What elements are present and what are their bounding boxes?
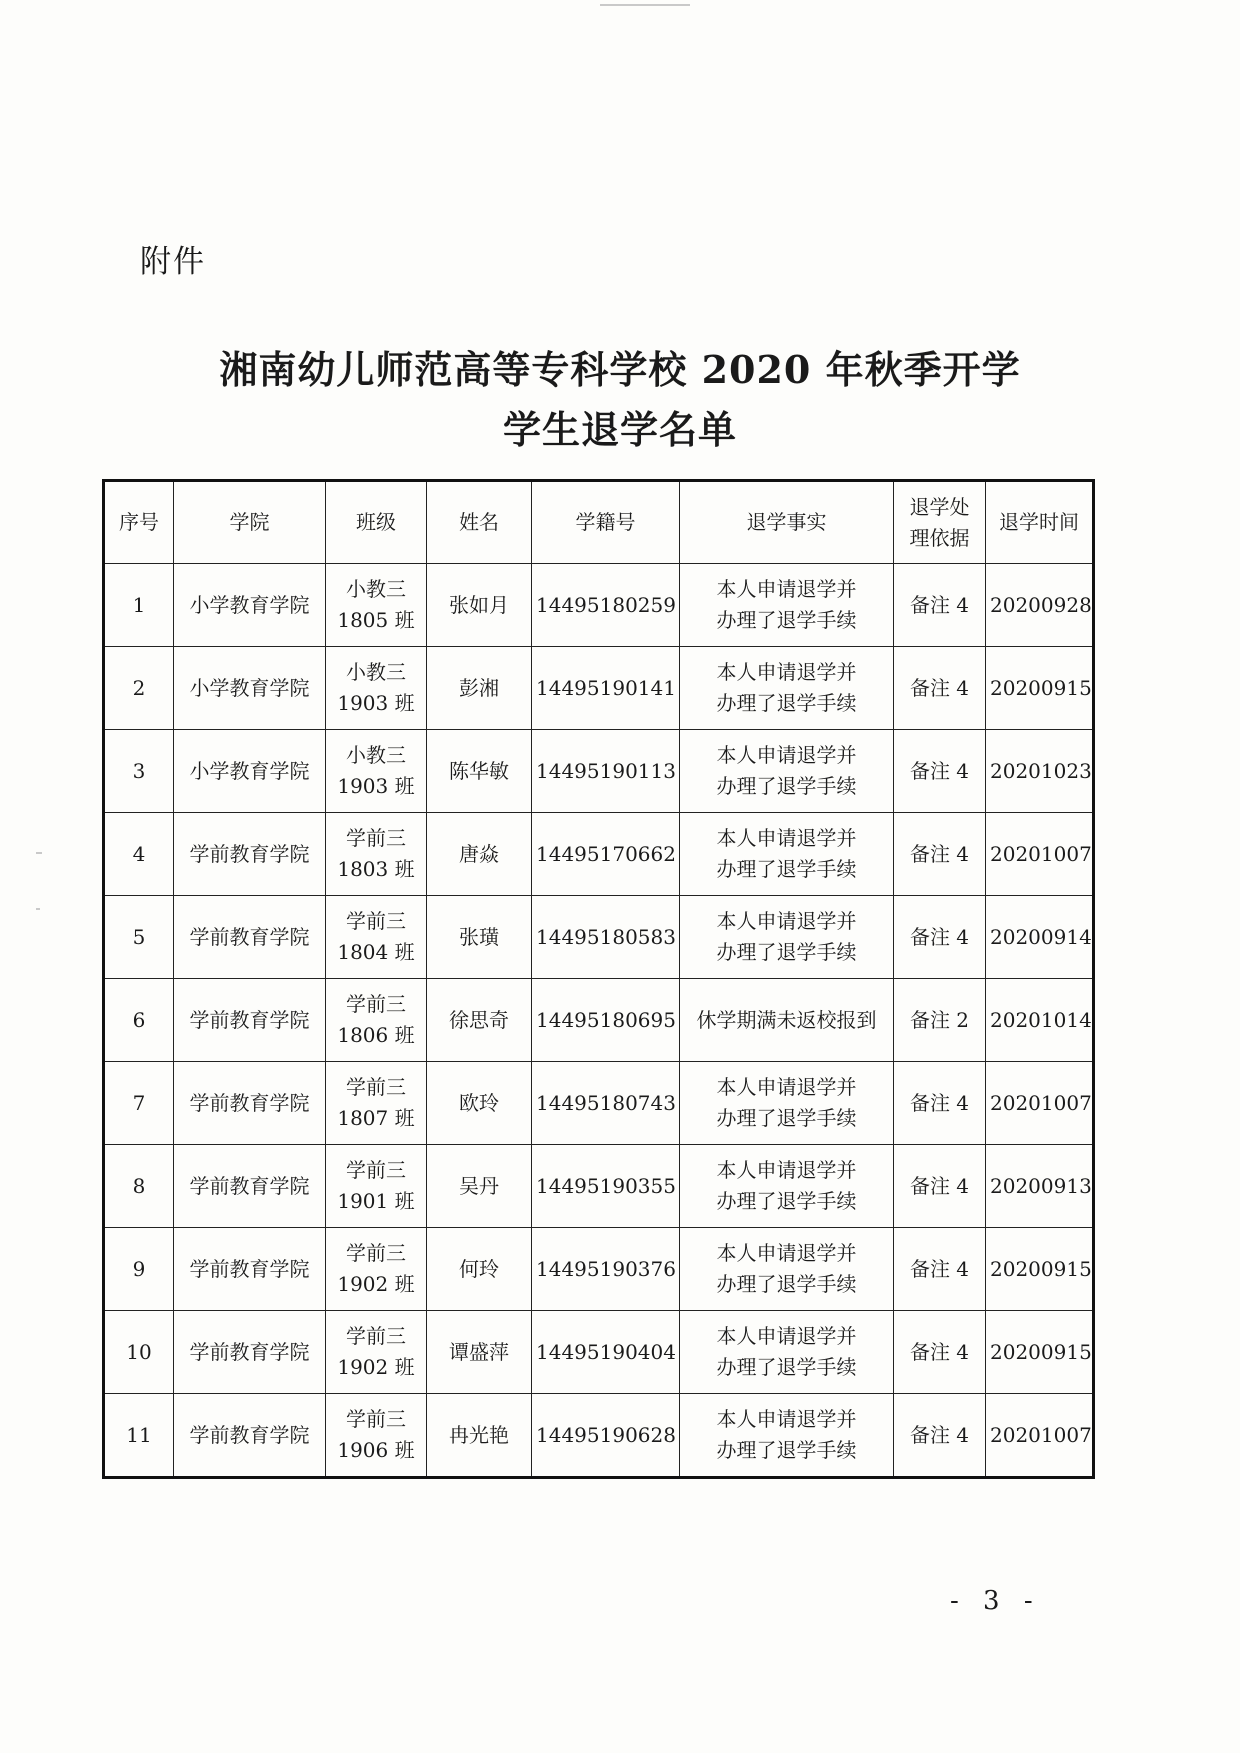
cell-class-line-2: 1807 班 xyxy=(337,1106,415,1130)
cell-fact-line-1: 本人申请退学并 xyxy=(716,909,857,933)
cell-date: 20201023 xyxy=(986,730,1094,813)
cell-class xyxy=(326,979,427,1062)
header-student-id: 学籍号 xyxy=(532,481,680,564)
cell-fact-line-2: 办理了退学手续 xyxy=(716,1272,857,1296)
cell-date: 20201007 xyxy=(986,1394,1094,1478)
cell-index: 4 xyxy=(104,813,174,896)
table-row xyxy=(104,647,1094,730)
cell-student-id: 14495180743 xyxy=(532,1062,680,1145)
cell-fact-line-1: 本人申请退学并 xyxy=(716,826,857,850)
cell-fact xyxy=(680,564,894,647)
cell-fact xyxy=(680,813,894,896)
cell-fact xyxy=(680,647,894,730)
cell-fact-line-1: 本人申请退学并 xyxy=(716,1075,857,1099)
scan-mark-left-1 xyxy=(36,852,42,854)
cell-class-line-2: 1804 班 xyxy=(337,940,415,964)
cell-index: 1 xyxy=(104,564,174,647)
cell-basis: 备注 2 xyxy=(894,979,986,1062)
cell-fact-line-1: 本人申请退学并 xyxy=(716,743,857,767)
cell-date: 20201007 xyxy=(986,813,1094,896)
cell-class-line-1: 小教三 xyxy=(346,660,406,684)
cell-class-line-1: 学前三 xyxy=(346,1407,406,1431)
cell-fact-line-1: 本人申请退学并 xyxy=(716,1324,857,1348)
cell-class xyxy=(326,813,427,896)
cell-basis: 备注 4 xyxy=(894,1145,986,1228)
header-college: 学院 xyxy=(174,481,326,564)
cell-name: 唐焱 xyxy=(427,813,532,896)
cell-class xyxy=(326,1062,427,1145)
cell-index: 10 xyxy=(104,1311,174,1394)
cell-date: 20200928 xyxy=(986,564,1094,647)
cell-date: 20201007 xyxy=(986,1062,1094,1145)
cell-student-id: 14495180583 xyxy=(532,896,680,979)
table-row xyxy=(104,1311,1094,1394)
cell-student-id: 14495180695 xyxy=(532,979,680,1062)
table-row xyxy=(104,813,1094,896)
cell-student-id: 14495190404 xyxy=(532,1311,680,1394)
cell-college: 学前教育学院 xyxy=(174,896,326,979)
cell-fact xyxy=(680,1062,894,1145)
cell-college: 小学教育学院 xyxy=(174,730,326,813)
header-basis-line-2: 理依据 xyxy=(909,525,970,550)
header-class: 班级 xyxy=(326,481,427,564)
cell-date: 20200915 xyxy=(986,1311,1094,1394)
header-basis-line-1: 退学处 xyxy=(909,494,970,519)
document-title xyxy=(0,340,1240,460)
cell-name: 陈华敏 xyxy=(427,730,532,813)
cell-fact-line-1: 休学期满未返校报到 xyxy=(696,1007,877,1032)
cell-name: 张璜 xyxy=(427,896,532,979)
cell-basis: 备注 4 xyxy=(894,1228,986,1311)
page-number: - 3 - xyxy=(950,1586,1041,1616)
cell-college: 学前教育学院 xyxy=(174,813,326,896)
cell-class-line-2: 1906 班 xyxy=(337,1438,415,1462)
cell-class-line-1: 学前三 xyxy=(346,1324,406,1348)
cell-class xyxy=(326,564,427,647)
cell-basis: 备注 4 xyxy=(894,1311,986,1394)
cell-class-line-1: 学前三 xyxy=(346,1241,406,1265)
table-row xyxy=(104,1228,1094,1311)
cell-fact-line-1: 本人申请退学并 xyxy=(716,577,857,601)
cell-fact-line-2: 办理了退学手续 xyxy=(716,940,857,964)
cell-student-id: 14495190113 xyxy=(532,730,680,813)
table-row xyxy=(104,730,1094,813)
title-line-2: 学生退学名单 xyxy=(502,407,737,452)
cell-date: 20200913 xyxy=(986,1145,1094,1228)
cell-fact-line-2: 办理了退学手续 xyxy=(716,1438,857,1462)
cell-basis: 备注 4 xyxy=(894,564,986,647)
cell-fact-line-2: 办理了退学手续 xyxy=(716,857,857,881)
cell-class-line-1: 学前三 xyxy=(346,1158,406,1182)
header-basis xyxy=(894,481,986,564)
table-row xyxy=(104,896,1094,979)
cell-class xyxy=(326,1228,427,1311)
cell-name: 冉光艳 xyxy=(427,1394,532,1478)
cell-fact xyxy=(680,1394,894,1478)
cell-basis: 备注 4 xyxy=(894,896,986,979)
cell-class-line-2: 1903 班 xyxy=(337,691,415,715)
cell-class xyxy=(326,896,427,979)
cell-class-line-1: 小教三 xyxy=(346,743,406,767)
cell-basis: 备注 4 xyxy=(894,1062,986,1145)
cell-college: 小学教育学院 xyxy=(174,647,326,730)
cell-class xyxy=(326,1311,427,1394)
cell-class-line-1: 学前三 xyxy=(346,826,406,850)
cell-name: 欧玲 xyxy=(427,1062,532,1145)
cell-index: 3 xyxy=(104,730,174,813)
cell-basis: 备注 4 xyxy=(894,813,986,896)
cell-class-line-1: 学前三 xyxy=(346,909,406,933)
cell-index: 7 xyxy=(104,1062,174,1145)
cell-date: 20200914 xyxy=(986,896,1094,979)
cell-student-id: 14495190355 xyxy=(532,1145,680,1228)
cell-fact-line-2: 办理了退学手续 xyxy=(716,1106,857,1130)
cell-student-id: 14495190376 xyxy=(532,1228,680,1311)
cell-fact xyxy=(680,1145,894,1228)
table-row xyxy=(104,1394,1094,1478)
cell-fact-line-2: 办理了退学手续 xyxy=(716,608,857,632)
cell-fact-line-1: 本人申请退学并 xyxy=(716,1158,857,1182)
cell-class-line-2: 1901 班 xyxy=(337,1189,415,1213)
cell-class xyxy=(326,1394,427,1478)
cell-fact-line-2: 办理了退学手续 xyxy=(716,1189,857,1213)
cell-fact-line-2: 办理了退学手续 xyxy=(716,691,857,715)
cell-college: 小学教育学院 xyxy=(174,564,326,647)
cell-basis: 备注 4 xyxy=(894,647,986,730)
cell-index: 8 xyxy=(104,1145,174,1228)
scan-mark-top xyxy=(600,4,690,6)
header-name: 姓名 xyxy=(427,481,532,564)
cell-fact xyxy=(680,896,894,979)
cell-name: 何玲 xyxy=(427,1228,532,1311)
cell-name: 吴丹 xyxy=(427,1145,532,1228)
cell-fact xyxy=(680,1311,894,1394)
cell-fact-line-2: 办理了退学手续 xyxy=(716,774,857,798)
cell-index: 9 xyxy=(104,1228,174,1311)
cell-fact xyxy=(680,730,894,813)
cell-college: 学前教育学院 xyxy=(174,1062,326,1145)
cell-class-line-2: 1806 班 xyxy=(337,1023,415,1047)
cell-fact xyxy=(680,979,894,1062)
cell-name: 张如月 xyxy=(427,564,532,647)
cell-class-line-1: 小教三 xyxy=(346,577,406,601)
cell-student-id: 14495180259 xyxy=(532,564,680,647)
cell-class xyxy=(326,647,427,730)
cell-index: 6 xyxy=(104,979,174,1062)
cell-college: 学前教育学院 xyxy=(174,979,326,1062)
scan-mark-left-2 xyxy=(36,908,40,910)
cell-fact-line-1: 本人申请退学并 xyxy=(716,1241,857,1265)
cell-college: 学前教育学院 xyxy=(174,1394,326,1478)
cell-date: 20200915 xyxy=(986,1228,1094,1311)
cell-college: 学前教育学院 xyxy=(174,1228,326,1311)
cell-fact-line-1: 本人申请退学并 xyxy=(716,660,857,684)
title-line-1: 湘南幼儿师范高等专科学校 2020 年秋季开学 xyxy=(219,347,1021,392)
cell-college: 学前教育学院 xyxy=(174,1311,326,1394)
cell-index: 2 xyxy=(104,647,174,730)
cell-index: 5 xyxy=(104,896,174,979)
table-row xyxy=(104,1145,1094,1228)
cell-date: 20201014 xyxy=(986,979,1094,1062)
cell-student-id: 14495190141 xyxy=(532,647,680,730)
table-row xyxy=(104,979,1094,1062)
table-row xyxy=(104,1062,1094,1145)
cell-class-line-2: 1902 班 xyxy=(337,1355,415,1379)
cell-college: 学前教育学院 xyxy=(174,1145,326,1228)
cell-name: 徐思奇 xyxy=(427,979,532,1062)
cell-name: 谭盛萍 xyxy=(427,1311,532,1394)
cell-class-line-2: 1902 班 xyxy=(337,1272,415,1296)
cell-class-line-2: 1803 班 xyxy=(337,857,415,881)
header-date: 退学时间 xyxy=(986,481,1094,564)
cell-class-line-1: 学前三 xyxy=(346,1075,406,1099)
cell-student-id: 14495170662 xyxy=(532,813,680,896)
attachment-label: 附件 xyxy=(140,244,206,280)
cell-index: 11 xyxy=(104,1394,174,1478)
cell-basis: 备注 4 xyxy=(894,1394,986,1478)
cell-name: 彭湘 xyxy=(427,647,532,730)
cell-fact xyxy=(680,1228,894,1311)
header-index: 序号 xyxy=(104,481,174,564)
cell-class-line-2: 1805 班 xyxy=(337,608,415,632)
cell-class-line-2: 1903 班 xyxy=(337,774,415,798)
cell-fact-line-1: 本人申请退学并 xyxy=(716,1407,857,1431)
cell-class-line-1: 学前三 xyxy=(346,992,406,1016)
cell-class xyxy=(326,730,427,813)
cell-date: 20200915 xyxy=(986,647,1094,730)
header-row xyxy=(104,481,1094,564)
table-row xyxy=(104,564,1094,647)
cell-fact-line-2: 办理了退学手续 xyxy=(716,1355,857,1379)
header-fact: 退学事实 xyxy=(680,481,894,564)
cell-basis: 备注 4 xyxy=(894,730,986,813)
cell-student-id: 14495190628 xyxy=(532,1394,680,1478)
withdrawal-roster-table xyxy=(102,479,1095,1479)
cell-class xyxy=(326,1145,427,1228)
